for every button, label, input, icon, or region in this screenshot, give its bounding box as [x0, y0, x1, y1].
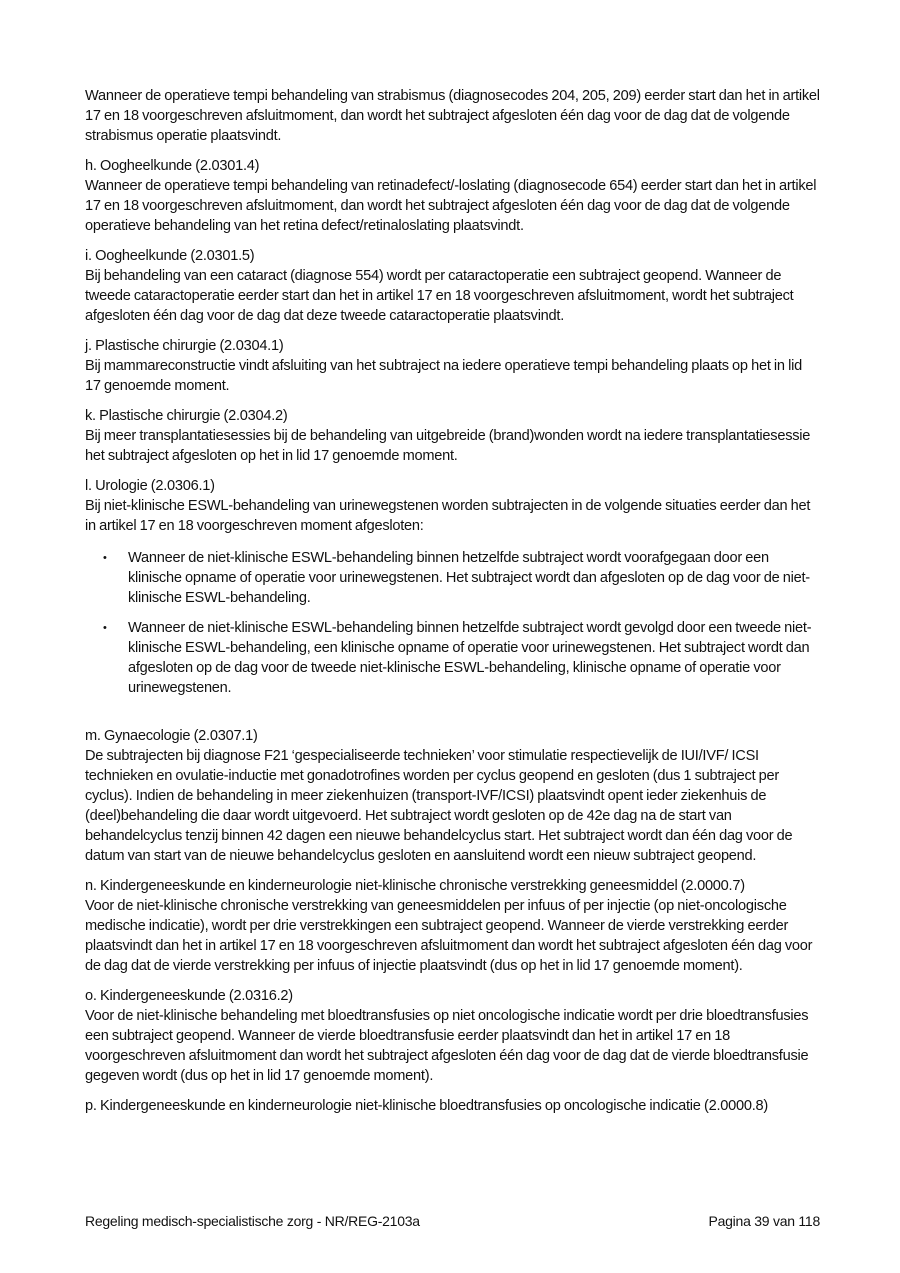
list-item: [85, 618, 820, 698]
section-body: Bij niet-klinische ESWL-behandeling van urinewegstenen worden subtrajecten in de volgende situaties eerder dan het in artikel 17 en 18 voorgeschreven moment afgesloten:: [85, 498, 811, 534]
section-title: l. Urologie (2.0306.1): [85, 478, 215, 494]
section-j-plastische-chirurgie: [85, 336, 820, 396]
section-body: Bij meer transplantatiesessies bij de behandeling van uitgebreide (brand)wonden wordt na iedere transplantatiesessie het subtraject afgesloten op het in lid 17 genoemde moment.: [85, 428, 811, 464]
section-i-oogheelkunde: [85, 246, 820, 326]
section-m-gynaecologie: [85, 726, 820, 866]
bullet-list: [85, 548, 820, 698]
list-item: [85, 548, 820, 608]
page-footer: [85, 1212, 820, 1230]
section-o-kindergeneeskunde: [85, 986, 820, 1086]
section-k-plastische-chirurgie: [85, 406, 820, 466]
section-n-kindergeneeskunde: [85, 876, 820, 976]
section-title: j. Plastische chirurgie (2.0304.1): [85, 338, 284, 354]
document-page: [85, 86, 820, 1126]
section-title: k. Plastische chirurgie (2.0304.2): [85, 408, 288, 424]
intro-paragraph: Wanneer de operatieve tempi behandeling van strabismus (diagnosecodes 204, 205, 209) eerder start dan het in artikel 17 en 18 voorgeschreven afsluitmoment, dan wordt het subtraject afgesloten één dag voor de dag dat de volgende strabismus operatie plaatsvindt.: [85, 88, 820, 144]
section-body: Voor de niet-klinische behandeling met bloedtransfusies op niet oncologische indicatie wordt per drie bloedtransfusies een subtraject geopend. Wanneer de vierde bloedtransfusie eerder plaatsvindt dan het in artikel 17 en 18 voorgeschreven afsluitmoment dan wordt het subtraject afgesloten één dag voor de dag dat de vierde bloedtransfusie gegeven wordt (dus op het in lid 17 genoemde moment).: [85, 1008, 809, 1084]
section-h-oogheelkunde: [85, 156, 820, 236]
section-title: i. Oogheelkunde (2.0301.5): [85, 248, 255, 264]
section-body: De subtrajecten bij diagnose F21 ‘gespecialiseerde technieken’ voor stimulatie respectievelijk de IUI/IVF/ ICSI technieken en ovulatie-inductie met gonadotrofines worden per cyclus geopend en gesloten (dus 1 subtraject per cyclus). Indien de behandeling in meer ziekenhuizen (transport-IVF/ICSI) plaatsvindt opent ieder ziekenhuis de (deel)behandeling die daar wordt uitgevoerd. Het subtraject wordt gesloten op de 42e dag na de start van behandelcyclus tenzij binnen 42 dagen een nieuwe behandelcyclus start. Het subtraject wordt dan één dag voor de datum van start van de nieuwe behandelcyclus gesloten en aansluitend wordt een nieuw subtraject geopend.: [85, 748, 793, 864]
bullet-icon: •: [103, 622, 107, 634]
section-title: o. Kindergeneeskunde (2.0316.2): [85, 988, 293, 1004]
section-body: Bij mammareconstructie vindt afsluiting van het subtraject na iedere operatieve tempi behandeling plaats op het in lid 17 genoemde moment.: [85, 358, 802, 394]
list-item-text: Wanneer de niet-klinische ESWL-behandeling binnen hetzelfde subtraject wordt gevolgd door een tweede niet-klinische ESWL-behandeling, een klinische opname of operatie voor urinewegstenen. Het subtraject wordt dan afgesloten op de dag voor de tweede niet-klinische ESWL-behandeling, klinische opname of operatie voor urinewegstenen.: [128, 620, 812, 696]
section-title: p. Kindergeneeskunde en kinderneurologie niet-klinische bloedtransfusies op oncologische indicatie (2.0000.8): [85, 1098, 769, 1114]
footer-page-number: Pagina 39 van 118: [708, 1213, 820, 1229]
section-title: n. Kindergeneeskunde en kinderneurologie niet-klinische chronische verstrekking geneesmiddel (2.0000.7): [85, 878, 745, 894]
section-l-urologie: [85, 476, 820, 698]
section-title: m. Gynaecologie (2.0307.1): [85, 728, 258, 744]
bullet-icon: •: [103, 552, 107, 564]
section-body: Bij behandeling van een cataract (diagnose 554) wordt per cataractoperatie een subtraject geopend. Wanneer de tweede cataractoperatie eerder start dan het in artikel 17 en 18 voorgeschreven afsluitmoment, wordt het subtraject afgesloten één dag voor de dag dat deze tweede cataractoperatie plaatsvindt.: [85, 268, 794, 324]
section-p-kindergeneeskunde: [85, 1096, 820, 1116]
section-body: Voor de niet-klinische chronische verstrekking van geneesmiddelen per infuus of per injectie (op niet-oncologische medische indicatie), wordt per drie verstrekkingen een subtraject geopend. Wanneer de vierde verstrekking eerder plaatsvindt dan het in artikel 17 en 18 voorgeschreven afsluitmoment dan wordt het subtraject afgesloten één dag voor de dag dat de vierde verstrekking per infuus of injectie plaatsvindt (dus op het in lid 17 genoemde moment).: [85, 898, 813, 974]
section-body: Wanneer de operatieve tempi behandeling van retinadefect/-loslating (diagnosecode 654) eerder start dan het in artikel 17 en 18 voorgeschreven afsluitmoment, dan wordt het subtraject afgesloten één dag voor de dag dat de volgende operatieve behandeling van het retina defect/retinaloslating plaatsvindt.: [85, 178, 817, 234]
section-title: h. Oogheelkunde (2.0301.4): [85, 158, 260, 174]
list-item-text: Wanneer de niet-klinische ESWL-behandeling binnen hetzelfde subtraject wordt voorafgegaan door een klinische opname of operatie voor urinewegstenen. Het subtraject wordt dan afgesloten op de dag voor de niet-klinische ESWL-behandeling.: [128, 550, 810, 606]
footer-document-reference: Regeling medisch-specialistische zorg - NR/REG-2103a: [85, 1213, 420, 1229]
spacer: [85, 708, 820, 726]
